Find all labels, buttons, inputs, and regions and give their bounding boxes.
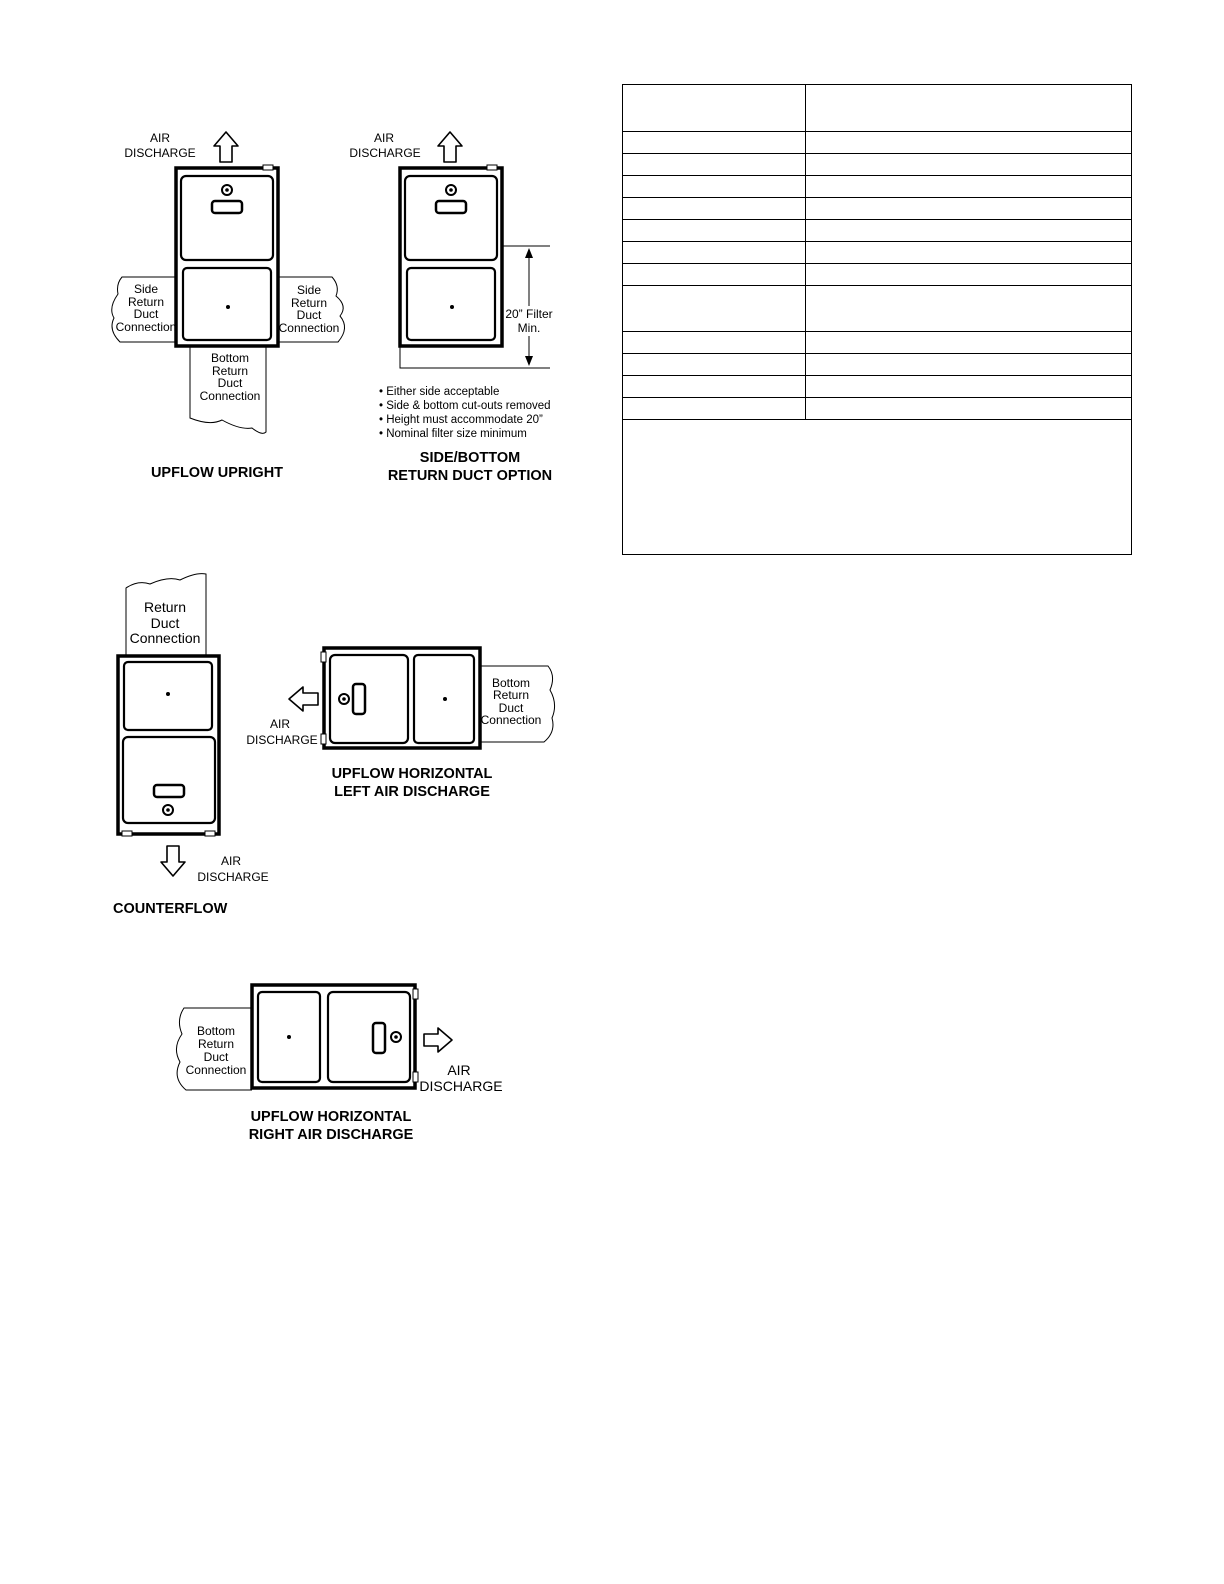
flange bbox=[487, 165, 497, 170]
table-cell bbox=[623, 198, 806, 220]
side-return-right-3: Duct bbox=[296, 308, 322, 322]
table-row bbox=[623, 398, 1132, 420]
caption-horizontal-left-2: LEFT AIR DISCHARGE bbox=[334, 784, 490, 800]
table-row bbox=[623, 376, 1132, 398]
bullet-1: • Either side acceptable bbox=[379, 386, 500, 398]
flange bbox=[321, 734, 326, 744]
bottom-return-l1: Bottom bbox=[491, 676, 531, 690]
bullet-4: • Nominal filter size minimum bbox=[379, 428, 527, 440]
air-discharge-label-1a: AIR bbox=[149, 131, 171, 145]
return-duct-2: Duct bbox=[150, 615, 180, 631]
left-arrow-icon bbox=[289, 687, 318, 711]
flange bbox=[321, 652, 326, 662]
table-notes-row bbox=[623, 420, 1132, 555]
right-arrow-icon bbox=[424, 1028, 452, 1052]
table-cell bbox=[806, 85, 1132, 132]
dim-arrow-up-icon bbox=[525, 248, 533, 258]
table-row bbox=[623, 154, 1132, 176]
knob-dot bbox=[226, 305, 230, 309]
table-row bbox=[623, 220, 1132, 242]
table-cell bbox=[623, 332, 806, 354]
table-cell bbox=[623, 398, 806, 420]
handle-icon bbox=[154, 785, 184, 797]
side-return-right-2: Return bbox=[290, 296, 328, 310]
bottom-return-r4: Connection bbox=[185, 1063, 247, 1077]
furnace-orientation-diagrams bbox=[0, 0, 600, 1200]
bottom-return-l2: Return bbox=[492, 688, 530, 702]
handle-icon bbox=[373, 1023, 385, 1053]
specification-table bbox=[622, 84, 1132, 555]
caption-horizontal-right-2: RIGHT AIR DISCHARGE bbox=[248, 1127, 414, 1143]
flange bbox=[205, 831, 215, 836]
counterflow-diagram bbox=[113, 574, 269, 917]
vent-center bbox=[166, 808, 170, 812]
caption-counterflow: COUNTERFLOW bbox=[113, 901, 228, 917]
caption-horizontal-left-1: UPFLOW HORIZONTAL bbox=[331, 766, 493, 782]
table-cell bbox=[806, 132, 1132, 154]
table-cell bbox=[623, 376, 806, 398]
horizontal-left-diagram bbox=[246, 648, 554, 800]
table-row bbox=[623, 354, 1132, 376]
air-discharge-label-2a: AIR bbox=[373, 131, 395, 145]
table-header-row bbox=[623, 85, 1132, 132]
handle-icon bbox=[436, 201, 466, 213]
table-cell bbox=[806, 354, 1132, 376]
table-cell bbox=[806, 286, 1132, 332]
table-cell bbox=[623, 286, 806, 332]
caption-side-bottom-1: SIDE/BOTTOM bbox=[419, 450, 521, 466]
table-row bbox=[623, 242, 1132, 264]
caption-side-bottom-2: RETURN DUCT OPTION bbox=[387, 468, 553, 484]
bottom-return-2: Return bbox=[211, 364, 249, 378]
bullet-3: • Height must accommodate 20” bbox=[379, 414, 543, 426]
knob-dot bbox=[166, 692, 170, 696]
table-row bbox=[623, 198, 1132, 220]
air-discharge-label-2b: DISCHARGE bbox=[349, 146, 421, 160]
knob-dot bbox=[450, 305, 454, 309]
table-row bbox=[623, 176, 1132, 198]
down-arrow-icon bbox=[161, 846, 185, 876]
air-discharge-label-1b: DISCHARGE bbox=[124, 146, 196, 160]
filter-label-2: Min. bbox=[517, 321, 541, 335]
table-row bbox=[623, 332, 1132, 354]
upflow-upright-diagram bbox=[112, 131, 345, 481]
air-discharge-label-5b: DISCHARGE bbox=[419, 1078, 503, 1094]
side-return-right-4: Connection bbox=[278, 321, 340, 335]
vent-center bbox=[449, 188, 453, 192]
table-cell bbox=[806, 398, 1132, 420]
side-bottom-diagram bbox=[349, 131, 552, 484]
knob-dot bbox=[287, 1035, 291, 1039]
up-arrow-icon bbox=[214, 132, 238, 162]
bullet-2: • Side & bottom cut-outs removed bbox=[379, 400, 551, 412]
table-cell bbox=[806, 220, 1132, 242]
table-row bbox=[623, 132, 1132, 154]
dim-arrow-down-icon bbox=[525, 356, 533, 366]
table-cell bbox=[806, 154, 1132, 176]
bottom-return-4: Connection bbox=[199, 389, 261, 403]
table-cell bbox=[806, 332, 1132, 354]
vent-center bbox=[342, 697, 346, 701]
table-cell bbox=[623, 132, 806, 154]
flange bbox=[413, 989, 418, 999]
table-row bbox=[623, 264, 1132, 286]
air-discharge-label-4b: DISCHARGE bbox=[246, 733, 318, 747]
knob-dot bbox=[443, 697, 447, 701]
bottom-return-l3: Duct bbox=[498, 701, 524, 715]
table-cell bbox=[806, 264, 1132, 286]
return-duct-3: Connection bbox=[129, 630, 201, 646]
handle-icon bbox=[212, 201, 242, 213]
bottom-return-1: Bottom bbox=[210, 351, 250, 365]
up-arrow-icon bbox=[438, 132, 462, 162]
table-cell bbox=[623, 242, 806, 264]
lower-panel bbox=[183, 268, 271, 340]
table-notes-cell bbox=[623, 420, 1132, 555]
table-cell bbox=[623, 154, 806, 176]
air-discharge-label-5a: AIR bbox=[447, 1062, 471, 1078]
side-return-left-2: Return bbox=[127, 295, 165, 309]
vent-center bbox=[394, 1035, 398, 1039]
table-cell bbox=[806, 376, 1132, 398]
filter-label-1: 20” Filter bbox=[505, 307, 553, 321]
side-return-left-4: Connection bbox=[115, 320, 177, 334]
caption-horizontal-right-1: UPFLOW HORIZONTAL bbox=[250, 1109, 412, 1125]
table-cell bbox=[806, 242, 1132, 264]
side-return-left-3: Duct bbox=[133, 307, 159, 321]
flange bbox=[263, 165, 273, 170]
air-discharge-label-3b: DISCHARGE bbox=[197, 870, 269, 884]
table-cell bbox=[623, 85, 806, 132]
vent-center bbox=[225, 188, 229, 192]
flange bbox=[122, 831, 132, 836]
horizontal-right-diagram bbox=[176, 985, 502, 1143]
table-cell bbox=[623, 354, 806, 376]
air-discharge-label-3a: AIR bbox=[220, 854, 242, 868]
side-return-right-1: Side bbox=[296, 283, 322, 297]
bottom-return-r2: Return bbox=[197, 1037, 235, 1051]
table-cell bbox=[623, 264, 806, 286]
table-cell bbox=[623, 220, 806, 242]
caption-upflow-upright: UPFLOW UPRIGHT bbox=[150, 465, 284, 481]
bottom-return-r3: Duct bbox=[203, 1050, 229, 1064]
table-row bbox=[623, 286, 1132, 332]
table-cell bbox=[806, 198, 1132, 220]
flange bbox=[413, 1072, 418, 1082]
bottom-return-3: Duct bbox=[217, 376, 243, 390]
return-duct-1: Return bbox=[143, 599, 187, 615]
bottom-return-r1: Bottom bbox=[196, 1024, 236, 1038]
side-return-left-1: Side bbox=[133, 282, 159, 296]
table-cell bbox=[806, 176, 1132, 198]
air-discharge-label-4a: AIR bbox=[269, 717, 291, 731]
table-cell bbox=[623, 176, 806, 198]
bottom-return-l4: Connection bbox=[480, 713, 542, 727]
handle-icon bbox=[353, 684, 365, 714]
lower-panel bbox=[407, 268, 495, 340]
